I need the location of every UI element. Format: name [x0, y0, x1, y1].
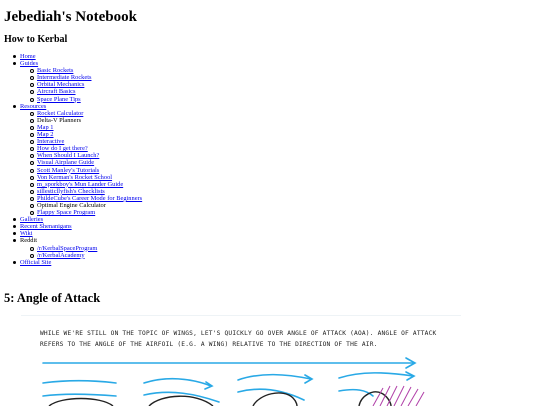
- nav-item-home: [0, 53, 142, 60]
- resource-link-interactive[interactable]: Interactive: [37, 138, 64, 145]
- resource-link-career-mode[interactable]: PhildeCube's Career Mode for Beginners: [37, 195, 142, 202]
- resource-link-rocket-calculator[interactable]: Rocket Calculator: [37, 110, 83, 117]
- nav-link-resources[interactable]: Resources: [20, 103, 46, 110]
- resource-link-how-get-there[interactable]: How do I get there?: [37, 145, 88, 152]
- streamline: [339, 390, 373, 396]
- submenu-item: [20, 67, 142, 74]
- turbulence-hatching: [373, 386, 424, 406]
- airflow-arrows: [43, 358, 415, 402]
- reddit-link-kerbal-academy[interactable]: /r/KerbalAcademy: [37, 252, 85, 259]
- nav-link-guides[interactable]: Guides: [20, 60, 38, 67]
- submenu-item: [20, 159, 142, 166]
- streamline: [43, 381, 116, 383]
- submenu-item: [20, 117, 142, 124]
- submenu-item: [20, 96, 142, 103]
- submenu-item: [20, 167, 142, 174]
- main-navigation: [0, 53, 142, 266]
- submenu-item: [20, 81, 142, 88]
- nav-item-reddit: [0, 237, 142, 258]
- resource-label-delta-v-planners: Delta-V Planners: [37, 117, 81, 124]
- streamline: [238, 375, 311, 380]
- nav-item-shenanigans: [0, 223, 142, 230]
- submenu-item: [20, 145, 142, 152]
- nav-link-galleries[interactable]: Galleries: [20, 216, 43, 223]
- streamline: [339, 373, 413, 378]
- resource-link-scott-manley[interactable]: Scott Manley's Tutorials: [37, 167, 99, 174]
- submenu-item: [20, 209, 142, 216]
- guide-link-orbital-mechanics[interactable]: Orbital Mechanics: [37, 81, 84, 88]
- submenu-item: [20, 88, 142, 95]
- site-title: Jebediah's Notebook: [4, 8, 137, 26]
- hatch-line: [408, 389, 418, 406]
- resource-link-flappy-space-program[interactable]: Flappy Space Program: [37, 209, 95, 216]
- angle-of-attack-comic: [21, 315, 461, 406]
- airfoil-outlines: [49, 392, 391, 406]
- submenu-item: [20, 188, 142, 195]
- resource-link-checklists[interactable]: sillesticllyfish's Checklists: [37, 188, 105, 195]
- nav-item-galleries: [0, 216, 142, 223]
- streamline: [144, 379, 211, 386]
- submenu-item: [20, 245, 142, 252]
- streamline: [43, 394, 116, 396]
- airflow-illustration: [21, 316, 461, 406]
- resources-submenu: [20, 110, 142, 216]
- submenu-item: [20, 124, 142, 131]
- nav-item-resources: [0, 103, 142, 217]
- nav-item-guides: [0, 60, 142, 103]
- submenu-item: [20, 74, 142, 81]
- comic-caption: WHILE WE'RE STILL ON THE TOPIC OF WINGS, LET'S QUICKLY GO OVER ANGLE OF ATTACK (AOA). ANGLE OF ATTACK REFERS TO THE ANGLE OF THE AIRFOIL (E.G. A WING) RELATIVE TO THE DIRECTION OF THE AIR.: [40, 328, 450, 350]
- reddit-submenu: [20, 245, 142, 259]
- nav-item-official: [0, 259, 142, 266]
- submenu-item: [20, 110, 142, 117]
- resource-link-when-launch[interactable]: When Should I Launch?: [37, 152, 99, 159]
- submenu-item: [20, 131, 142, 138]
- nav-link-wiki[interactable]: Wiki: [20, 230, 33, 237]
- nav-item-wiki: [0, 230, 142, 237]
- submenu-item: [20, 174, 142, 181]
- section-heading: 5: Angle of Attack: [4, 290, 100, 306]
- nav-link-official-site[interactable]: Official Site: [20, 259, 51, 266]
- submenu-item: [20, 252, 142, 259]
- guide-link-aircraft-basics[interactable]: Aircraft Basics: [37, 88, 76, 95]
- submenu-item: [20, 202, 142, 209]
- guide-link-intermediate-rockets[interactable]: Intermediate Rockets: [37, 74, 91, 81]
- submenu-item: [20, 152, 142, 159]
- resource-link-map-2[interactable]: Map 2: [37, 131, 54, 138]
- site-subtitle: How to Kerbal: [4, 34, 67, 46]
- guide-link-space-plane-tips[interactable]: Space Plane Tips: [37, 96, 81, 103]
- resource-link-map-1[interactable]: Map 1: [37, 124, 54, 131]
- nav-link-home[interactable]: Home: [20, 53, 36, 60]
- resource-label-engine-calculator: Optimal Engine Calculator: [37, 202, 106, 209]
- submenu-item: [20, 195, 142, 202]
- resource-link-visual-airplane-guide[interactable]: Visual Airplane Guide: [37, 159, 94, 166]
- guides-submenu: [20, 67, 142, 102]
- hatch-line: [416, 392, 424, 406]
- guide-link-basic-rockets[interactable]: Basic Rockets: [37, 67, 73, 74]
- reddit-link-ksp[interactable]: /r/KerbalSpaceProgram: [37, 245, 97, 252]
- submenu-item: [20, 181, 142, 188]
- submenu-item: [20, 138, 142, 145]
- nav-label-reddit: Reddit: [20, 237, 37, 244]
- resource-link-mun-lander-guide[interactable]: m_sporkboy's Mun Lander Guide: [37, 181, 123, 188]
- streamline: [144, 392, 219, 402]
- resource-link-rocket-school[interactable]: Von Kerman's Rocket School: [37, 174, 112, 181]
- nav-link-shenanigans[interactable]: Recent Shenanigans: [20, 223, 72, 230]
